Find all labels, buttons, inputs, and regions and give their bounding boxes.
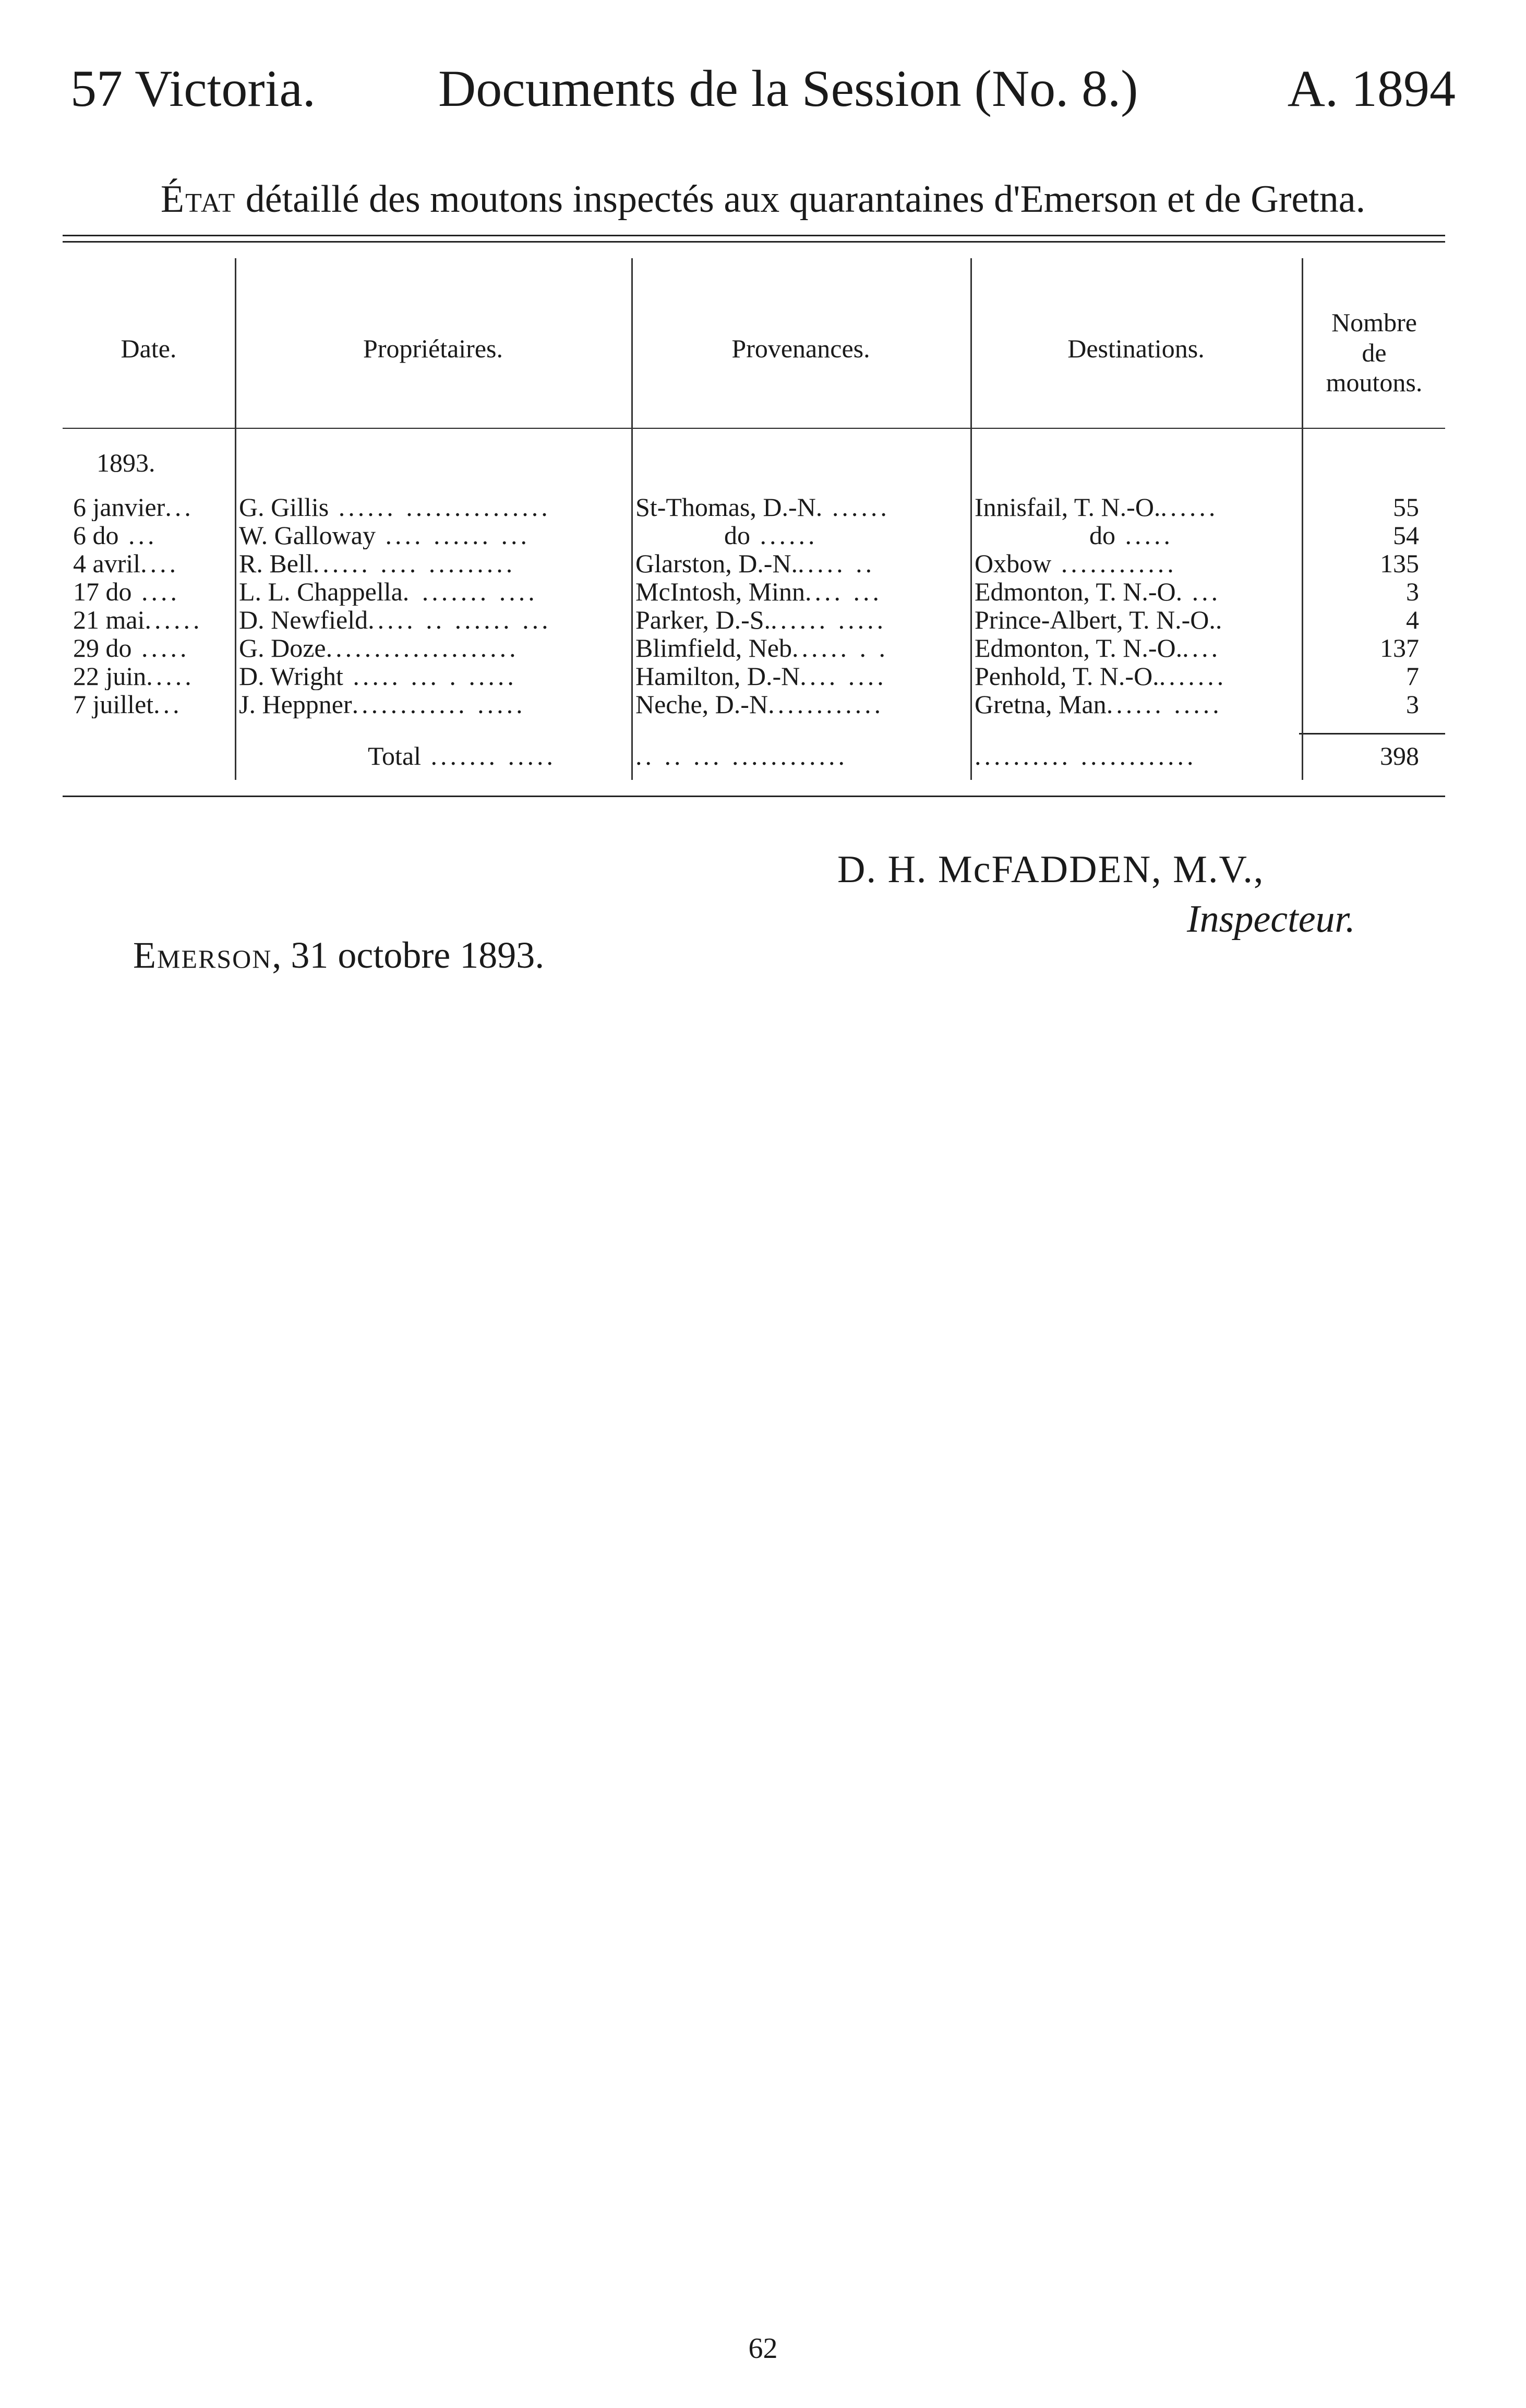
column-header-date: Date. [121,334,177,363]
table-row-origin: Neche, D.-N............ [635,690,884,718]
page-number: 62 [748,2332,778,2365]
table-row-origin: do ...... [724,521,818,549]
table-row-owner: G. Doze.................... [239,634,519,662]
table-row-date: 29 do ..... [73,634,190,662]
table-row-date: 17 do .... [73,577,180,606]
header-bottom-rule [63,428,1445,429]
column-header-count [1303,308,1445,398]
table-row-date: 6 janvier... [73,493,194,521]
table-row-count: 3 [1406,577,1419,606]
running-header-center: Documents de la Session (No. 8.) [438,59,1138,117]
table-row-destination: Oxbow ............ [975,549,1177,577]
total-row-origin-leader: .. .. ... ............ [635,742,848,770]
place-name: Emerson [133,934,272,976]
table-row-origin: McIntosh, Minn.... ... [635,577,882,606]
table-row-count: 54 [1393,521,1419,550]
total-row-destination-leader: .......... ............ [975,742,1197,770]
table-title-lead: État [160,178,236,221]
table-row-owner: G. Gillis ...... ............... [239,493,551,521]
column-header-destinations: Destinations. [1067,334,1205,363]
running-header-left: 57 Victoria. [70,59,316,117]
table-row-count: 4 [1406,605,1419,634]
table-row-owner: D. Newfield..... .. ...... ... [239,606,551,634]
table-row-owner: D. Wright ..... ... . ..... [239,662,517,690]
table-title [0,177,1526,222]
table-row-date: 6 do ... [73,521,158,549]
table-row-count: 7 [1406,661,1419,691]
report-date: , 31 octobre 1893. [272,934,545,976]
table-row-date: 4 avril.... [73,549,179,577]
place-and-date [133,934,544,977]
table-row-destination: Edmonton, T. N.-O. ... [975,577,1221,606]
table-row-destination: Gretna, Man...... ..... [975,690,1222,718]
inspector-name: D. H. McFADDEN, M.V., [837,848,1265,891]
running-header-right: A. 1894 [1287,59,1456,117]
column-header-count-line-1: Nombre [1331,308,1417,337]
column-header-count-line-2: de [1362,338,1387,367]
table-row-origin: Blimfield, Neb...... . . [635,634,888,662]
table-row-destination: Edmonton, T. N.-O..... [975,634,1221,662]
table-row-date: 21 mai...... [73,606,203,634]
table-row-destination: Penhold, T. N.-O........ [975,662,1227,690]
table-row-owner: J. Heppner............ ..... [239,690,526,718]
table-row-origin: Hamilton, D.-N.... .... [635,662,887,690]
column-header-count-line-3: moutons. [1326,368,1423,397]
sheep-inspection-table [63,235,1445,798]
table-top-rule-1 [63,235,1445,236]
table-row-owner: L. L. Chappella. ....... .... [239,577,538,606]
table-row-owner: R. Bell...... .... ......... [239,549,516,577]
inspector-title: Inspecteur. [1187,898,1355,941]
table-top-rule-2 [63,241,1445,243]
table-row-count: 137 [1380,633,1419,663]
total-rule [1299,733,1445,735]
table-row-date: 22 juin..... [73,662,195,690]
column-header-origins: Provenances. [731,334,870,363]
table-row-date: 7 juillet... [73,690,183,718]
total-value: 398 [1380,741,1419,770]
year-label: 1893. [97,449,155,477]
column-header-owners: Propriétaires. [363,334,503,363]
table-row-destination: Innisfail, T. N.-O....... [975,493,1219,521]
table-row-destination: Prince-Albert, T. N.-O.. [975,606,1225,634]
table-row-destination: do ..... [1089,521,1173,549]
table-row-origin: Parker, D.-S....... ..... [635,606,887,634]
table-row-count: 135 [1380,549,1419,578]
table-row-origin: St-Thomas, D.-N. ...... [635,493,890,521]
table-row-origin: Glarston, D.-N...... .. [635,549,875,577]
total-label: Total ....... ..... [368,742,557,770]
table-row-owner: W. Galloway .... ...... ... [239,521,530,549]
table-bottom-rule [63,796,1445,797]
table-title-rest: détaillé des moutons inspectés aux quarantaines d'Emerson et de Gretna. [236,178,1366,221]
table-row-count: 3 [1406,690,1419,719]
table-row-count: 55 [1393,492,1419,522]
